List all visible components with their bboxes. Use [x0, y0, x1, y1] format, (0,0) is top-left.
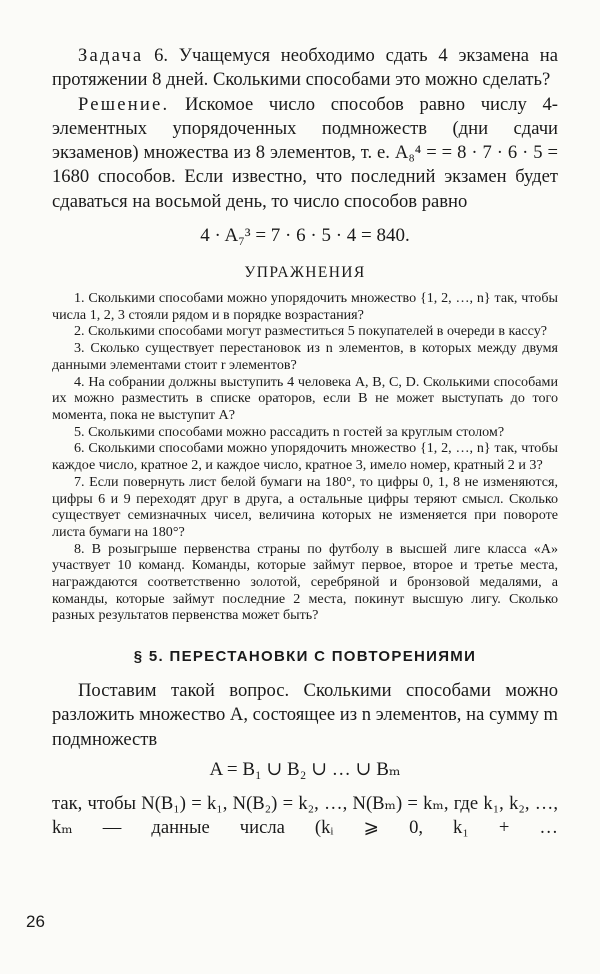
solution-label: Решение. [78, 93, 170, 115]
exercise-item: 4. На собрании должны выступить 4 человека A, B, C, D. Сколькими способами их можно разместить в списке ораторов, если B не может выступать до того момента, пока не выступит A? [52, 373, 558, 423]
exercise-item: 6. Сколькими способами можно упорядочить множество {1, 2, …, n} так, чтобы каждое число, кратное 2, и каждое число, кратное 3, имело номер, кратный 2 и 3? [52, 440, 558, 474]
exercise-item: 3. Сколько существует перестановок из n элементов, в которых между двумя данными элементами стоит r элементов? [52, 340, 558, 373]
exercise-item: 2. Сколькими способами могут разместиться 5 покупателей в очереди в кассу? [74, 323, 548, 340]
formula-2: A = B₁ ∪ B₂ ∪ … ∪ Bₘ [209, 759, 401, 781]
solution-paragraph [52, 93, 558, 214]
formula-1: 4 · A₇³ = 7 · 6 · 5 · 4 = 840. [200, 225, 410, 247]
exercise-item: 5. Сколькими способами можно рассадить n гостей за круглым столом? [74, 423, 505, 440]
exercise-item: 1. Сколькими способами можно упорядочить множество {1, 2, …, n} так, чтобы числа 1, 2, 3 стояли рядом и в порядке возрастания? [52, 290, 558, 323]
task-text: 6. Учащемуся необходимо сдать 4 экзамена на протяжении 8 дней. Сколькими способами это можно сделать? [52, 45, 558, 91]
exercises-heading: УПРАЖНЕНИЯ [244, 264, 366, 282]
solution-text: Искомое число способов равно числу 4-элементных упорядоченных подмножеств (дни сдачи экзаменов) множества из 8 элементов, т. е. A₈⁴ = = 8 · 7 · 6 · 5 = 1680 способов. Если известно, что последний экзамен будет сдаваться на восьмой день, то число способов равно [52, 93, 558, 212]
exercise-item: 7. Если повернуть лист белой бумаги на 180°, то цифры 0, 1, 8 не изменяются, цифры 6 и 9 переходят друг в друга, а остальные цифры теряют смысл. Сколько существует семизначных чисел, величина которых не изменяется при повороте листа бумаги на 180°? [52, 473, 558, 540]
page-number: 26 [26, 912, 45, 931]
task-label: Задача [78, 45, 144, 66]
page-content [52, 44, 558, 841]
section-tail: так, чтобы N(B₁) = k₁, N(B₂) = k₂, …, N(Bₘ) = kₘ, где k₁, k₂, …, kₘ — данные числа (kᵢ ⩾ 0, k₁ + … [52, 793, 558, 839]
task-paragraph [52, 44, 558, 93]
section-intro: Поставим такой вопрос. Сколькими способами можно разложить множество A, состоящее из n элементов, на сумму m подмножеств [52, 680, 558, 750]
exercise-list [52, 290, 558, 624]
section-heading: § 5. ПЕРЕСТАНОВКИ С ПОВТОРЕНИЯМИ [133, 648, 477, 666]
exercise-item: 8. В розыгрыше первенства страны по футболу в высшей лиге класса «А» участвует 10 команд. Команды, которые займут первое, второе и третье места, награждаются соответственно золотой, серебряной и бронзовой медалями, а команды, которые займут последние 2 места, покинут высшую лигу. Сколько разных результатов первенства может быть? [52, 540, 558, 624]
